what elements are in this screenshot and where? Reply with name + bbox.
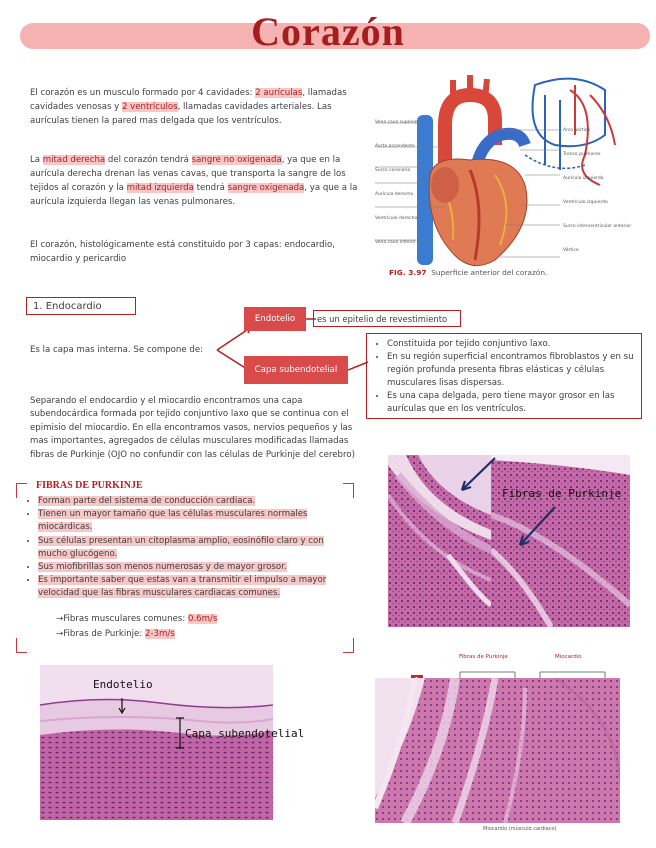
purkinje-list xyxy=(24,495,349,601)
endotelio-description: es un epitelio de revestimiento xyxy=(313,310,461,327)
subendotelial-box: Capa subendotelial xyxy=(244,356,348,384)
bracket-br xyxy=(343,638,354,653)
myocardium-micrograph xyxy=(375,678,620,823)
heart-labels-left: Vena cava superior Aorta ascendente Surco coronario Aurícula derecha Ventrículo derecho Vena cava inferior xyxy=(375,120,419,245)
speed-common: →Fibras musculares comunes: 0.6m/s xyxy=(56,614,218,624)
subendo-item: • Es una capa delgada, pero tiene mayor grosor en las aurículas que en los ventrículos. xyxy=(387,390,635,416)
speed-purkinje: →Fibras de Purkinje: 2-3m/s xyxy=(56,629,175,639)
purkinje-item: Es importante saber que estas van a transmitir el impulso a mayor velocidad que las fibras musculares cardiacas comunes. xyxy=(38,575,327,599)
myocardium-tissue-image xyxy=(375,678,620,823)
purkinje-box xyxy=(16,478,354,653)
intro-paragraph-1: El corazón es un musculo formado por 4 cavidades: 2 aurículas, llamadas cavidades venosas y 2 ventrículos, llamadas cavidades arteriales. Las aurículas tienen la pared mas delgada que los ventrículos. xyxy=(30,88,347,126)
endotelio-box: Endotelio xyxy=(244,307,306,331)
purkinje-item: Forman parte del sistema de conducción cardiaca. xyxy=(38,496,256,506)
purkinje-heading: FIBRAS DE PURKINJE xyxy=(36,480,143,491)
purkinje-item: Tienen un mayor tamaño que las células musculares normales miocárdicas. xyxy=(38,509,308,533)
subendo-item: • En su región superficial encontramos fibroblastos y en su región profunda presenta fibras elásticas y células musculares lisas dispersas. xyxy=(387,351,635,390)
section-heading-endocardio: 1. Endocardio xyxy=(26,297,136,315)
purkinje-image-label: Fibras de Purkinje xyxy=(502,487,622,500)
subendotelial-image-label: Capa subendotelial xyxy=(185,727,305,740)
subendo-item: • Constituida por tejido conjuntivo laxo. xyxy=(387,338,635,351)
purkinje-item: Sus células presentan un citoplasma amplio, eosinófilo claro y con mucho glucógeno. xyxy=(38,535,324,559)
myocardium-figure xyxy=(365,650,630,835)
page-title: Corazón xyxy=(251,9,405,54)
purkinje-item: Sus miofibrillas son menos numerosas y de mayor grosor. xyxy=(38,562,287,573)
endotelio-image-label: Endotelio xyxy=(93,678,153,691)
figure-caption: FIG. 3.97 Superficie anterior del corazón. xyxy=(389,268,548,277)
heart-labels-right: Arco aórtico Tronco pulmonar Aurícula izquierda Ventrículo izquierdo Surco interventricular anterior Vértice xyxy=(563,128,632,253)
endocardio-intro: Es la capa mas interna. Se compone de: xyxy=(30,345,204,355)
label-fibras-purkinje-top: Fibras de Purkinje xyxy=(459,654,508,660)
intro-paragraph-2: La mitad derecha del corazón tendrá sangre no oxigenada, ya que en la aurícula derecha drenan las venas cavas, que transporta la sangre de los tejidos al corazón y la mitad izquierda tendrá sangre oxigenada, ya que a la aurícula izquierda llegan las venas pulmonares. xyxy=(30,155,358,207)
bracket-bl xyxy=(16,638,27,653)
myocardium-caption: Miocardio (músculo cardíaco) xyxy=(483,826,557,832)
intro-paragraph-3: El corazón, histológicamente está constituido por 3 capas: endocardio, miocardio y pericardio xyxy=(30,240,336,264)
subendotelial-details xyxy=(366,333,642,419)
separation-paragraph: Separando el endocardio y el miocardio encontramos una capa subendocárdica formada por tejido conjuntivo laxo que se continua con el epimisio del miocardio. En ella encontramos vasos, nervios pequeños y las mas importantes, agregados de células musculares modificadas llamadas fibras de Purkinje (OJO no confundir con las células de Purkinje del cerebro) xyxy=(30,396,355,460)
label-miocardio-top: Miocardio xyxy=(555,654,582,660)
endocardio-annotations xyxy=(110,690,200,760)
purkinje-arrows xyxy=(440,455,560,565)
heart-figure xyxy=(375,75,635,285)
